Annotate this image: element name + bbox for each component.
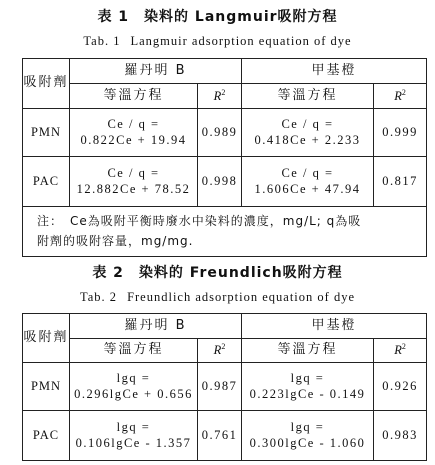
table2-caption-en-label: Tab. 2 [80, 290, 118, 304]
table1-header-equation-1: 等溫方程 [70, 84, 198, 109]
table1-r2-value: 0.999 [374, 109, 427, 157]
table1-sample-label: PMN [23, 109, 70, 157]
table2-caption-en-text: Freundlich adsorption equation of dye [127, 290, 355, 304]
table1-equation-cell [70, 157, 198, 207]
table2-row-pmn [23, 363, 427, 411]
table1-r2-value: 0.817 [374, 157, 427, 207]
equation-line-2: 0.296lgCe + 0.656 [74, 386, 193, 401]
equation-line-2: 0.300lgCe - 1.060 [249, 435, 366, 450]
table1-r2-value: 0.989 [198, 109, 242, 157]
table1-caption-en-text: Langmuir adsorption equation of dye [130, 34, 352, 48]
equation-line-2: 0.822Ce + 19.94 [80, 132, 187, 147]
table1-caption-en [0, 34, 435, 49]
equation-line-2: 0.106lgCe - 1.357 [75, 435, 192, 450]
table1 [22, 58, 427, 257]
table1-note-line-2: 附劑的吸附容量，mg/mg. [37, 233, 194, 248]
equation-line-1: Ce / q = [281, 165, 334, 180]
table1-header-adsorbent: 吸附劑 [23, 59, 70, 109]
table2-equation-cell [242, 411, 374, 461]
equation-line-2: 12.882Ce + 78.52 [76, 181, 191, 196]
table2-sample-label: PAC [23, 411, 70, 461]
table2-row-pac [23, 411, 427, 461]
table1-header-dye1: 羅丹明 B [70, 59, 242, 84]
table2 [22, 313, 427, 461]
equation-line-2: 0.418Ce + 2.233 [254, 132, 361, 147]
table1-caption-en-label: Tab. 1 [83, 34, 121, 48]
table1-header-dye2: 甲基橙 [242, 59, 427, 84]
table1-equation-cell [70, 109, 198, 157]
table2-r2-value: 0.761 [198, 411, 242, 461]
table1-header-r2-1: $R^2$ [198, 84, 242, 109]
equation-line-1: lgq = [290, 370, 325, 385]
table2-r2-value: 0.983 [374, 411, 427, 461]
table2-header-equation-2: 等溫方程 [242, 339, 374, 363]
table2-r2-value: 0.926 [374, 363, 427, 411]
table1-note [23, 207, 427, 257]
table2-header-adsorbent: 吸附劑 [23, 314, 70, 363]
table2-caption-en [0, 290, 435, 305]
table1-header-equation-2: 等溫方程 [242, 84, 374, 109]
table2-header-r2-1: $R^2$ [198, 339, 242, 363]
table2-header-equation-1: 等溫方程 [70, 339, 198, 363]
equation-line-1: Ce / q = [107, 165, 160, 180]
equation-line-1: Ce / q = [107, 116, 160, 131]
table1-equation-cell [242, 157, 374, 207]
table2-equation-cell [70, 411, 198, 461]
table1-row-pmn [23, 109, 427, 157]
table2-r2-value: 0.987 [198, 363, 242, 411]
table2-header-dye1: 羅丹明 B [70, 314, 242, 339]
table2-caption-cn: 表 2 染料的 Freundlich吸附方程 [92, 265, 343, 281]
table2-header-r2-2: $R^2$ [374, 339, 427, 363]
equation-line-2: 1.606Ce + 47.94 [254, 181, 361, 196]
table2-sample-label: PMN [23, 363, 70, 411]
equation-line-1: lgq = [290, 419, 325, 434]
table1-header-r2-2: $R^2$ [374, 84, 427, 109]
table2-equation-cell [70, 363, 198, 411]
equation-line-1: lgq = [116, 370, 151, 385]
table1-note-line-1: 注： Ce為吸附平衡時廢水中染料的濃度，mg/L; q為吸 [37, 214, 362, 229]
table1-equation-cell [242, 109, 374, 157]
equation-line-1: lgq = [116, 419, 151, 434]
table1-r2-value: 0.998 [198, 157, 242, 207]
equation-line-2: 0.223lgCe - 0.149 [249, 386, 366, 401]
equation-line-1: Ce / q = [281, 116, 334, 131]
table1-row-pac [23, 157, 427, 207]
table1-caption-cn: 表 1 染料的 Langmuir吸附方程 [97, 9, 338, 25]
table2-header-dye2: 甲基橙 [242, 314, 427, 339]
table1-sample-label: PAC [23, 157, 70, 207]
table2-equation-cell [242, 363, 374, 411]
